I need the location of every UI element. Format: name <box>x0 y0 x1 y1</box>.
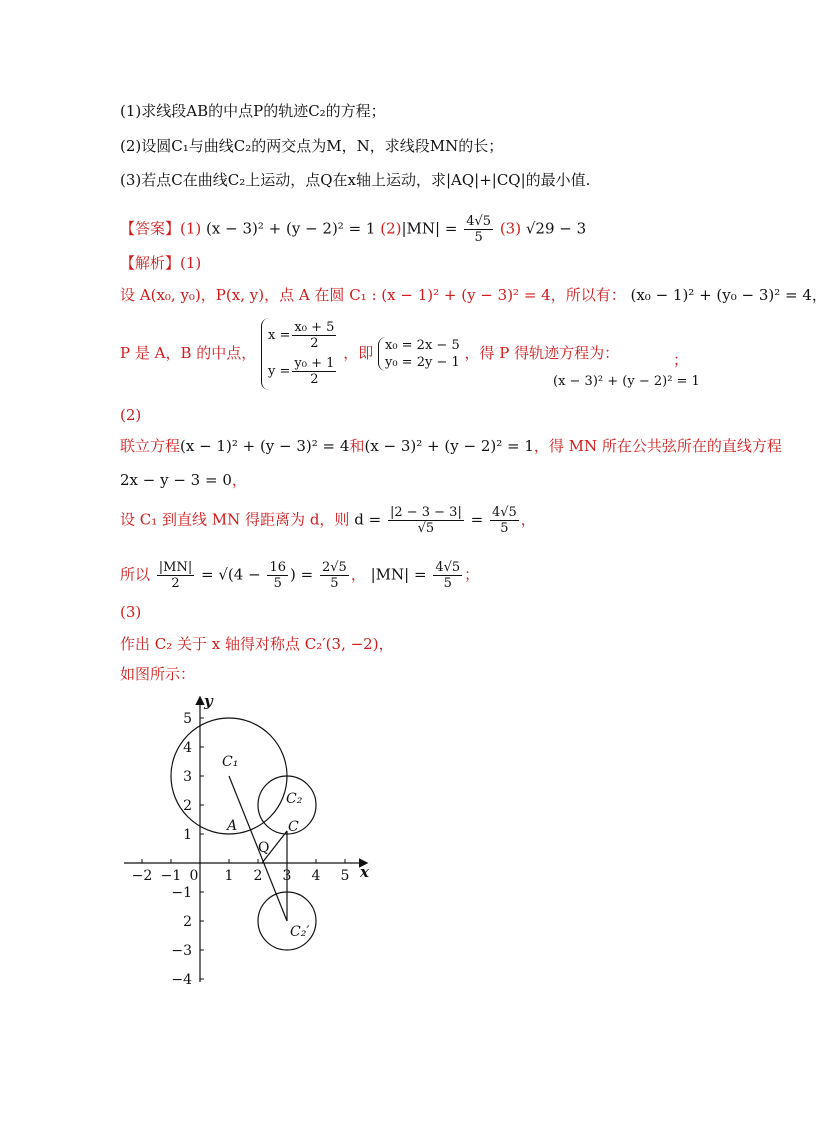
trajectory-equation: (x − 3)² + (y − 2)² = 1 <box>553 374 700 389</box>
svg-text:2: 2 <box>183 914 192 930</box>
svg-text:3: 3 <box>282 868 292 884</box>
svg-text:2: 2 <box>183 798 192 814</box>
analysis-line-3 <box>120 436 782 456</box>
analysis-line-3-and: 和 <box>349 437 365 455</box>
analysis-line-5-text: 设 C₁ 到直线 MN 得距离为 d，则 <box>120 510 350 529</box>
half-chord-fraction: $\frac{|MN|}{2}$ <box>158 560 193 591</box>
analysis-line-5: 设 C₁ 到直线 MN 得距离为 d，则 d = $\frac{|2 - 3 - 3|}{√5}$ = $\frac{4√5}{5}$ ， <box>120 505 536 536</box>
svg-text:4: 4 <box>311 868 321 884</box>
label-q: Q <box>258 840 270 856</box>
answer-1: (x − 3)² + (y − 2)² = 1 <box>206 219 376 238</box>
analysis-line-2-ji: ，即 <box>343 344 374 362</box>
svg-text:1: 1 <box>183 827 192 843</box>
label-a: A <box>227 818 238 834</box>
analysis-label: 【解析】 <box>120 254 181 272</box>
svg-text:1: 1 <box>224 868 234 884</box>
y-axis-label: y <box>204 692 213 710</box>
svg-text:−2: −2 <box>131 868 153 884</box>
analysis-line-4: 2x − y − 3 = 0， <box>120 471 247 489</box>
svg-text:−4: −4 <box>171 972 192 988</box>
analysis-line-1 <box>120 285 827 305</box>
label-c2-prime: C₂′ <box>290 924 310 940</box>
y-tick-labels <box>171 711 192 988</box>
analysis-line-2-result-text: ，得 P 得轨迹方程为： <box>464 344 620 362</box>
svg-text:−1: −1 <box>171 885 192 901</box>
answer-2-number: (2) <box>380 219 402 238</box>
coordinate-figure <box>110 690 390 990</box>
x-axis-label: x <box>360 863 369 881</box>
svg-text:4: 4 <box>183 740 192 756</box>
answer-1-number: (1) <box>180 219 202 238</box>
question-part-2: (2)设圆C₁与曲线C₂的两交点为M，N，求线段MN的长； <box>120 137 504 155</box>
analysis-line-6-text: 所以 <box>120 565 151 584</box>
analysis-line-1-equation: (x₀ − 1)² + (y₀ − 3)² = 4， <box>630 286 827 304</box>
analysis-line-2 <box>120 318 619 394</box>
label-c: C <box>288 819 299 835</box>
answer-3: √29 − 3 <box>525 219 587 238</box>
analysis-line-3-text: 联立方程 <box>120 437 181 455</box>
analysis-line-2-text: P 是 A，B 的中点， <box>120 344 257 362</box>
x-tick-labels <box>132 868 350 884</box>
analysis-part-2-number: (2) <box>120 406 142 424</box>
question-part-1: (1)求线段AB的中点P的轨迹C₂的方程； <box>120 102 386 120</box>
analysis-part-1-number: (1) <box>180 254 202 272</box>
svg-text:−1: −1 <box>160 868 182 884</box>
svg-text:0: 0 <box>189 868 199 884</box>
distance-lhs: d = <box>354 510 382 529</box>
label-c2: C₂ <box>286 791 303 807</box>
common-chord-equation: 2x − y − 3 = 0 <box>120 471 232 489</box>
answer-3-number: (3) <box>499 219 522 238</box>
svg-text:−3: −3 <box>171 943 192 959</box>
analysis-heading <box>120 253 201 273</box>
answer-label: 【答案】 <box>120 219 181 238</box>
answer-2-fraction: $\frac{4√5}{5}$ <box>466 214 492 245</box>
analysis-line-8: 如图所示： <box>120 665 196 683</box>
svg-text:5: 5 <box>340 868 350 884</box>
circle-2-equation: (x − 3)² + (y − 2)² = 1 <box>364 437 534 455</box>
substitution-system: x₀ = 2x − 5 y₀ = 2y − 1 <box>378 337 460 371</box>
y-tick-marks <box>200 718 204 979</box>
circle-1-equation: (x − 1)² + (y − 3)² = 4 <box>180 437 350 455</box>
analysis-line-2-semicolon: ； <box>673 351 689 369</box>
svg-text:2: 2 <box>253 868 263 884</box>
analysis-line-7: 作出 C₂ 关于 x 轴得对称点 C₂′(3, −2)， <box>120 635 394 653</box>
midpoint-system: x = $\frac{\text{x₀ + 5}}{2}$ y = $\frac{\text{y₀ + 1}}{2}$ <box>261 318 338 390</box>
svg-text:3: 3 <box>183 769 192 785</box>
analysis-part-3-number: (3) <box>120 603 142 621</box>
distance-result: $\frac{4√5}{5}$ <box>491 505 517 536</box>
analysis-line-3-end: ，得 MN 所在公共弦所在的直线方程 <box>533 437 782 455</box>
svg-text:5: 5 <box>183 711 192 727</box>
analysis-line-6: 所以 $\frac{|MN|}{2}$ = √(4 − $\frac{16}{5}$ ) = $\frac{2√5}{5}$ ， |MN| = $\frac{4√5}{5}$ ； <box>120 560 480 591</box>
answer-line <box>120 214 586 245</box>
analysis-line-1-text: 设 A(x₀, y₀)，P(x, y)，点 A 在圆 C₁ : (x − 1)² + (y − 3)² = 4，所以有： <box>120 286 626 304</box>
answer-2-lhs: |MN| = <box>401 219 458 238</box>
question-part-3: (3)若点C在曲线C₂上运动，点Q在x轴上运动，求|AQ|+|CQ|的最小值. <box>120 171 591 189</box>
label-c1: C₁ <box>222 754 239 770</box>
chord-length-lhs: |MN| = <box>370 565 427 584</box>
distance-fraction: $\frac{|2 - 3 - 3|}{√5}$ <box>389 505 462 536</box>
chord-length-result: $\frac{4√5}{5}$ <box>435 560 461 591</box>
